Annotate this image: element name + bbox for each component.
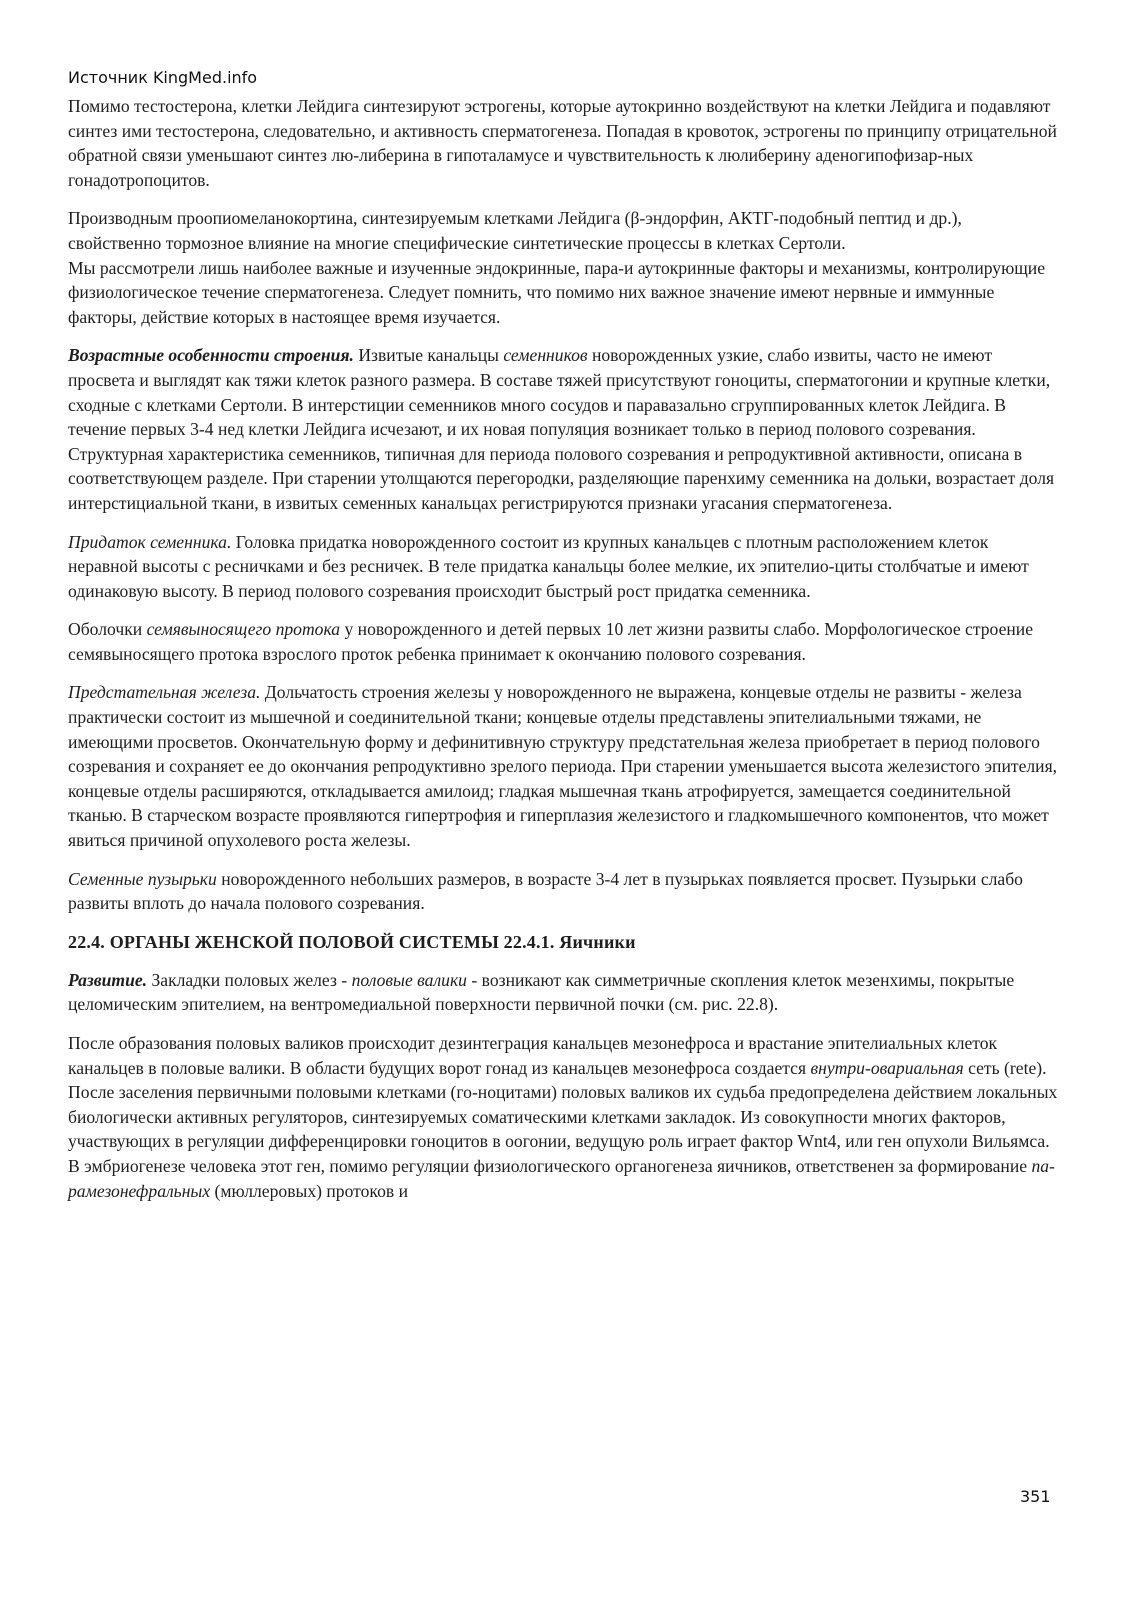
paragraph-2: Производным проопиомеланокортина, синтезируемым клетками Лейдига (β-эндорфин, АКТГ-подобный пептид и др.), свойственно тормозное влияние на многие специфические синтетические процессы в клетках Сертоли.	[68, 208, 962, 253]
italic-term: семенников	[503, 345, 588, 366]
paragraph-lead: Развитие.	[68, 969, 148, 990]
section-heading: 22.4. ОРГАНЫ ЖЕНСКОЙ ПОЛОВОЙ СИСТЕМЫ 22.4.1. Яичники	[68, 931, 636, 952]
paragraph-text: Закладки половых желез -	[147, 969, 352, 990]
paragraph-text: Извитые канальцы	[353, 345, 504, 366]
italic-term: Предстательная железа.	[68, 682, 261, 703]
paragraph-age-features	[68, 343, 1058, 515]
paragraph-text: (мюллеровых) протоков и	[210, 1180, 408, 1201]
paragraph-text: - возникают как симметричные скопления клеток мезенхимы, покрытые целомическим эпителием, на вентромедиальной поверхности первичной почки (см. рис. 22.8).	[68, 969, 1015, 1015]
paragraph-text: сеть (rete). После заселения первичными половыми клетками (го-ноцитами) половых валиков их судьба предопределена действием локальных биологически активных регуляторов, синтезируемых соматическими клетками закладок. Из совокупности многих факторов, участвующих в регуляции дифференцировки гоноцитов в оогонии, ведущую роль играет фактор Wnt4, или ген опухоли Вильямса. В эмбриогенезе человека этот ген, помимо регуляции физиологического органогенеза яичников, ответственен за формирование	[68, 1057, 1058, 1176]
paragraph-text: новорожденных узкие, слабо извиты, часто не имеют просвета и выглядят как тяжи клеток разного размера. В составе тяжей присутствуют гоноциты, сперматогонии и крупные клетки, сходные с клетками Сертоли. В интерстиции семенников много сосудов и паравазально сгруппированных клеток Лейдига. В течение первых 3-4 нед клетки Лейдига исчезают, и их новая популяция возникает только в период полового созревания. Структурная характеристика семенников, типичная для периода полового созревания и репродуктивной активности, описана в соответствующем разделе. При старении утолщаются перегородки, разделяющие паренхиму семенника на дольки, возрастает доля интерстициальной ткани, в извитых семенных канальцах регистрируются признаки угасания сперматогенеза.	[68, 345, 1055, 513]
paragraph-text: новорожденного небольших размеров, в возрасте 3-4 лет в пузырьках появляется просвет. Пузырьки слабо развиты вплоть до начала полового созревания.	[68, 868, 1023, 914]
italic-term: половые валики	[351, 969, 467, 990]
paragraph-text: Головка придатка новорожденного состоит из крупных канальцев с плотным расположением клеток неравной высоты с ресничками и без ресничек. В теле придатка канальцы более мелкие, их эпителио-циты столбчатые и имеют одинаковую высоту. В период полового созревания происходит быстрый рост придатка семенника.	[68, 531, 1029, 601]
italic-term: па-рамезонефральных	[68, 1155, 1055, 1201]
italic-term: внутри-овариальная	[810, 1057, 964, 1078]
page-body	[68, 94, 1058, 1217]
source-label: Источник KingMed.info	[68, 68, 258, 87]
paragraph-text: Дольчатость строения железы у новорожденного не выражена, концевые отделы не развиты - железа практически состоит из мышечной и соединительной ткани; концевые отделы представлены эпителиальными тяжами, не имеющими просветов. Окончательную форму и дефинитивную структуру предстательная железа приобретает в период полового созревания и сохраняет ее до окончания репродуктивно зрелого периода. При старении уменьшается высота железистого эпителия, концевые отделы расширяются, откладывается амилоид; гладкая мышечная ткань атрофируется, замещается соединительной тканью. В старческом возрасте проявляются гипертрофия и гиперплазия железистого и гладкомышечного компонентов, что может явиться причиной опухолевого роста железы.	[68, 682, 1058, 851]
italic-term: Придаток семенника.	[68, 531, 232, 552]
paragraph-text: Оболочки	[68, 619, 147, 640]
paragraph-development	[68, 968, 1058, 1017]
paragraph-lead: Возрастные особенности строения.	[68, 345, 354, 366]
paragraph-prostate	[68, 680, 1058, 852]
italic-term: семявыносящего протока	[146, 619, 341, 640]
paragraph-epididymis	[68, 530, 1058, 604]
paragraph-1: Помимо тестостерона, клетки Лейдига синтезируют эстрогены, которые аутокринно воздействуют на клетки Лейдига и подавляют синтез ими тестостерона, следовательно, и активность сперматогенеза. Попадая в кровоток, эстрогены по принципу отрицательной обратной связи уменьшают синтез лю-либерина в гипоталамусе и чувствительность к люлиберину аденогипофизар-ных гонадотропоцитов.	[68, 96, 1057, 190]
italic-term: Семенные пузырьки	[68, 868, 217, 889]
paragraph-vas-deferens	[68, 617, 1058, 666]
paragraph-text: После образования половых валиков происходит дезинтеграция канальцев мезонефроса и врастание эпителиальных клеток канальцев в половые валики. В области будущих ворот гонад из канальцев мезонефроса создается	[68, 1033, 998, 1078]
paragraph-text: у новорожденного и детей первых 10 лет жизни развиты слабо. Морфологическое строение семявыносящего протока взрослого проток ребенка принимает к окончанию полового созревания.	[68, 619, 1034, 664]
paragraph-mesonephros	[68, 1031, 1058, 1203]
paragraph-3: Мы рассмотрели лишь наиболее важные и изученные эндокринные, пара-и аутокринные факторы и механизмы, контролирующие физиологическое течение сперматогенеза. Следует помнить, что помимо них важное значение имеют нервные и иммунные факторы, действие которых в настоящее время изучается.	[68, 257, 1046, 327]
page-number: 351	[1020, 1487, 1051, 1506]
paragraph-seminal-vesicles	[68, 867, 1058, 916]
